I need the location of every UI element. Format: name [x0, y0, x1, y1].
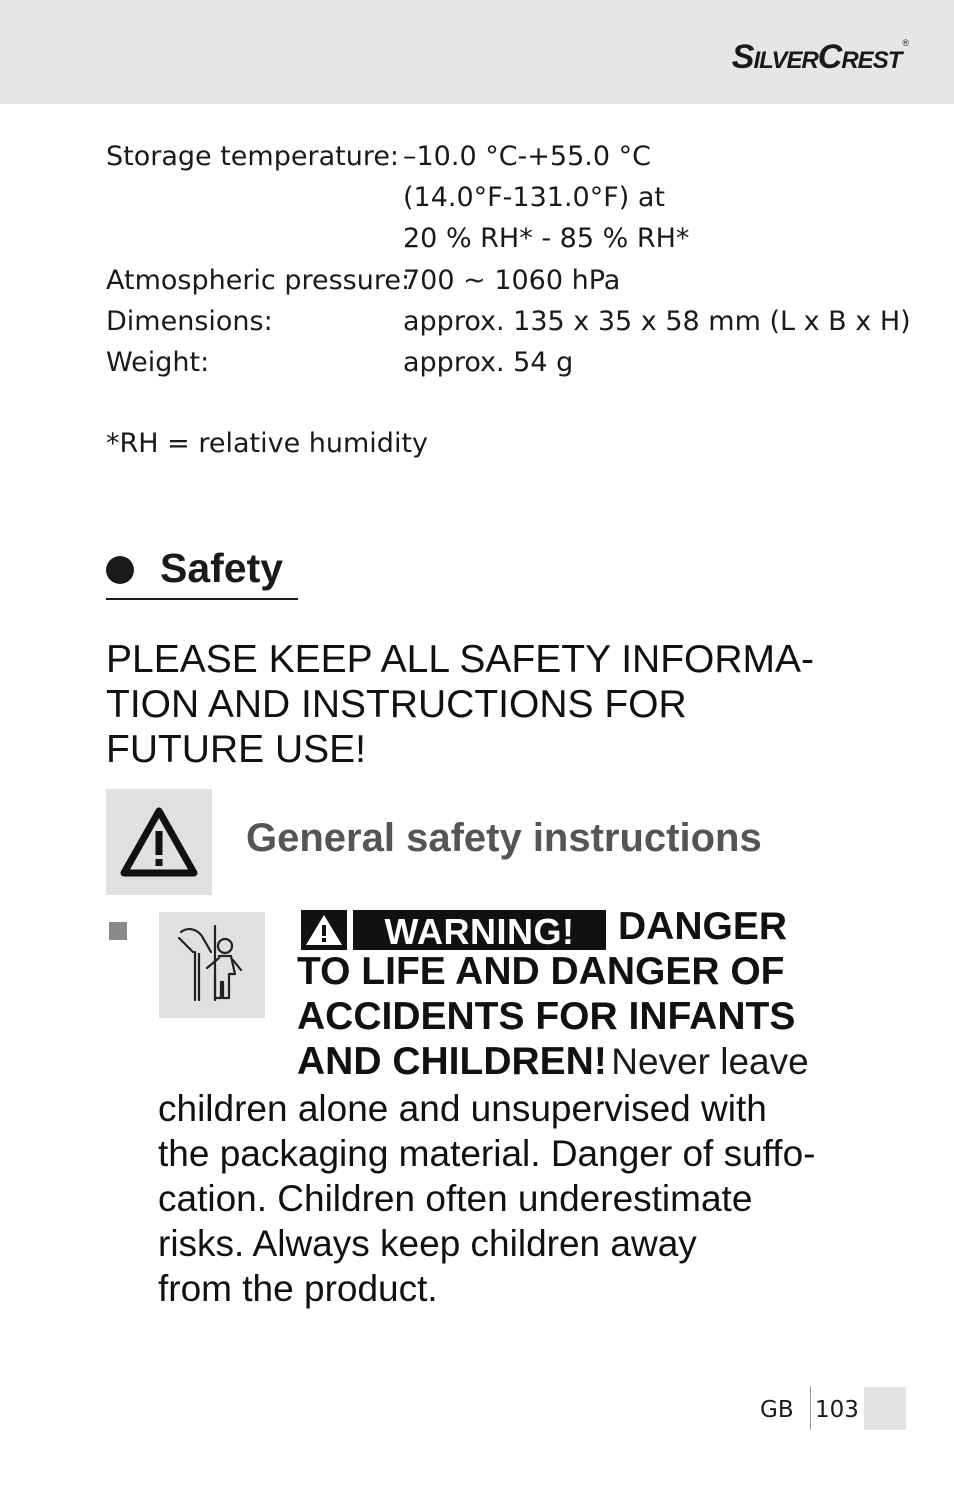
warning-badge: WARNING! — [353, 910, 606, 950]
warning-text-line-2: TO LIFE AND DANGER OF — [297, 950, 785, 993]
body-line: children alone and unsupervised with — [158, 1088, 767, 1129]
spec-value: approx. 54 g — [403, 347, 574, 378]
keep-information-notice: PLEASE KEEP ALL SAFETY INFORMA- TION AND INSTRUCTIONS FOR FUTURE USE! — [106, 638, 815, 771]
brand-name: SilverCrest — [731, 38, 902, 76]
page-number: 103 — [815, 1397, 859, 1423]
footer-divider — [810, 1386, 811, 1430]
list-bullet-square — [109, 922, 127, 940]
body-line: from the product. — [158, 1268, 438, 1309]
spec-value: –10.0 °C-+55.0 °C — [403, 141, 651, 172]
warning-body-text — [158, 1086, 815, 1311]
warning-triangle-icon-box — [106, 789, 212, 895]
warning-small-triangle-icon — [301, 910, 347, 950]
warning-triangle-icon — [106, 789, 212, 895]
safety-section-heading — [106, 540, 298, 600]
registered-mark: ® — [902, 38, 908, 48]
spec-value: approx. 135 x 35 x 58 mm (L x B x H) — [403, 306, 911, 337]
spec-value: 700 ~ 1060 hPa — [403, 265, 621, 296]
spec-value: (14.0°F-131.0°F) at — [403, 182, 665, 213]
warning-badge-triangle — [301, 910, 347, 950]
warning-text-line-3: ACCIDENTS FOR INFANTS — [297, 995, 796, 1038]
spec-value: 20 % RH* - 85 % RH* — [403, 223, 690, 254]
bullet-dot-icon — [106, 556, 134, 584]
footnote: *RH = relative humidity — [106, 428, 429, 459]
body-line: cation. Children often underestimate — [158, 1178, 753, 1219]
warning-text-line-1: DANGER — [618, 905, 788, 948]
footer-language: GB — [760, 1397, 794, 1423]
general-safety-heading: General safety instructions — [246, 816, 762, 860]
warning-children-bold: AND CHILDREN! — [297, 1040, 607, 1083]
spec-label: Storage temperature: — [106, 141, 400, 172]
warning-never-leave: Never leave — [611, 1041, 809, 1082]
warning-text-line-4 — [297, 1039, 809, 1084]
body-line: the packaging material. Danger of suffo- — [158, 1133, 816, 1174]
footer-tab-marker — [864, 1387, 906, 1430]
page-header — [0, 0, 954, 104]
child-hazard-icon — [159, 912, 265, 1018]
spec-label: Weight: — [106, 347, 210, 378]
child-warning-icon-box — [159, 912, 265, 1018]
safety-heading-text: Safety — [160, 545, 284, 591]
body-line: risks. Always keep children away — [158, 1223, 697, 1264]
spec-label: Atmospheric pressure: — [106, 265, 411, 296]
brand-logo — [732, 38, 908, 77]
spec-label: Dimensions: — [106, 306, 273, 337]
